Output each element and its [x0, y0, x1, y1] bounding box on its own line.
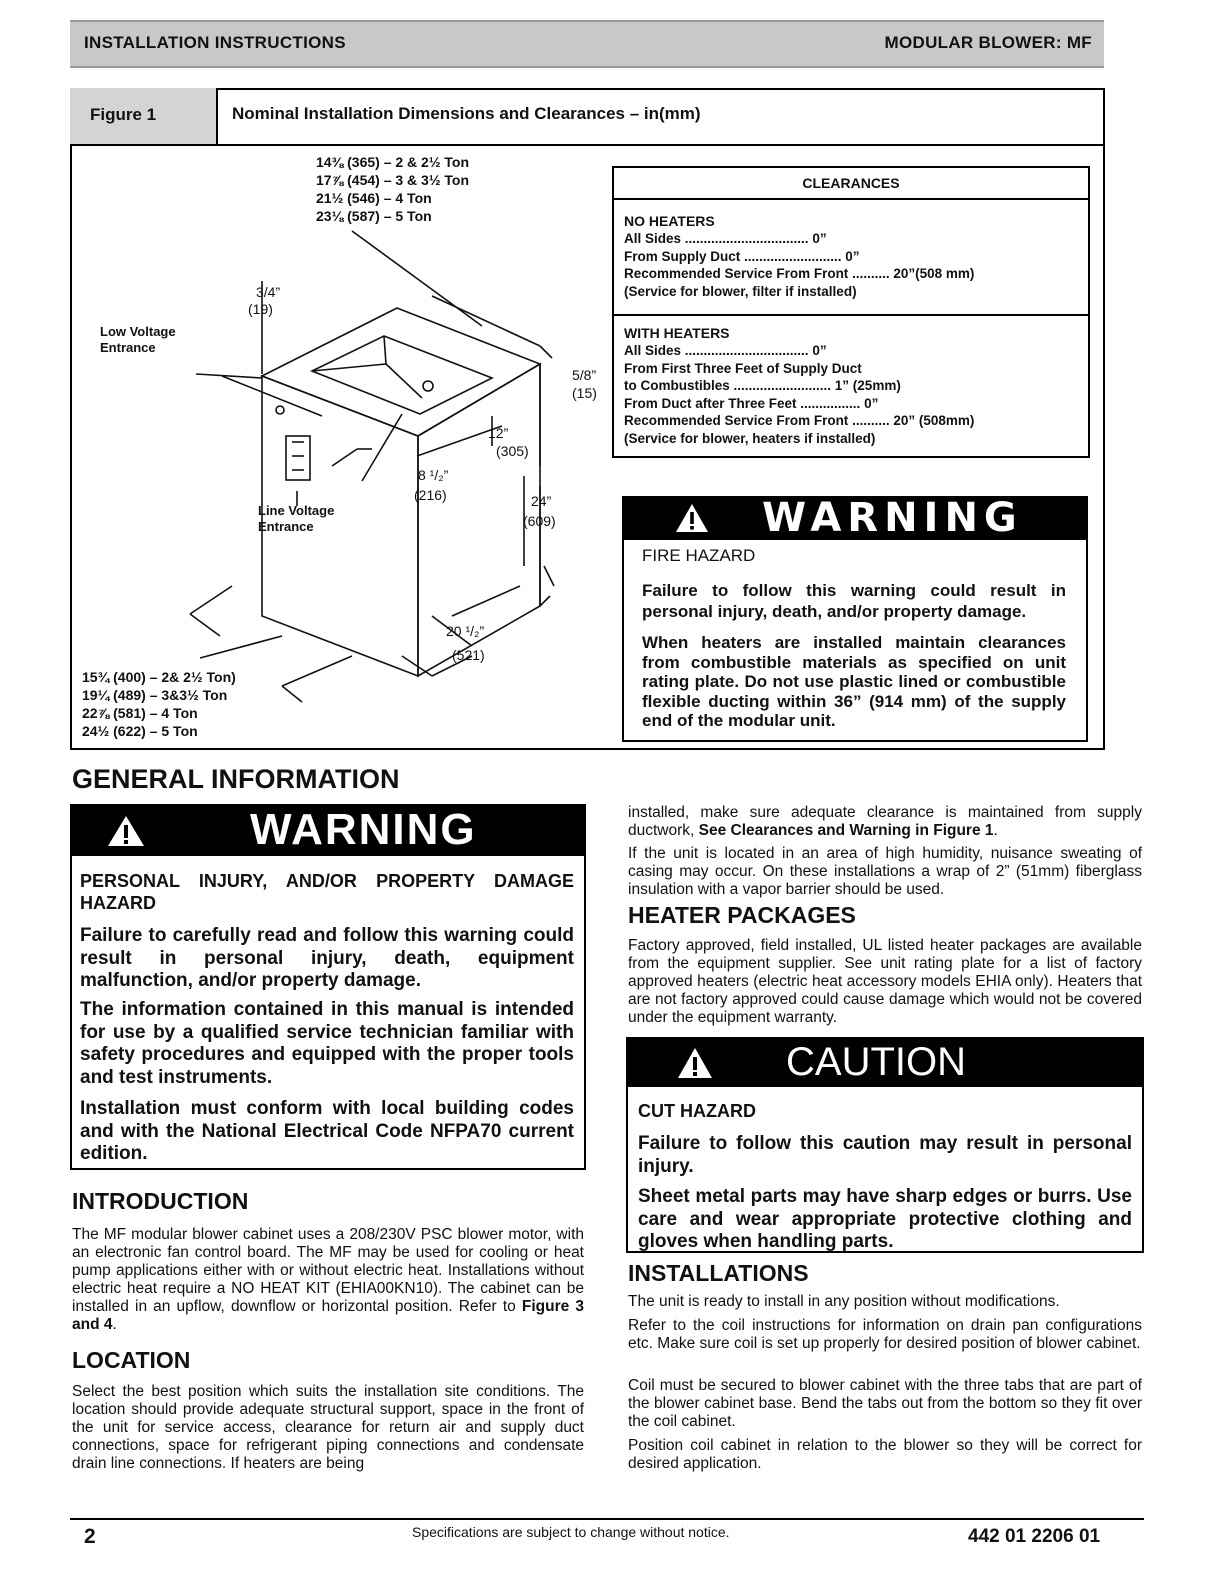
location-continued-text — [628, 804, 1142, 840]
row-value: 20”(508 mm) — [889, 266, 975, 281]
row-dots: ................................. — [681, 231, 809, 246]
general-warning-p2: The information contained in this manual is intended for use by a qualified service technician familiar with safety procedures and equipped with the proper tools and test instruments. — [80, 999, 574, 1088]
location-heading: LOCATION — [72, 1347, 191, 1373]
with-heaters-row-first-three-feet: From First Three Feet of Supply Duct — [624, 361, 862, 376]
row-label: From Supply Duct — [624, 249, 741, 264]
installations-p1: The unit is ready to install in any position without modifications. — [628, 1293, 1060, 1310]
warning-triangle-icon — [674, 502, 710, 534]
fire-warning-p2: When heaters are installed maintain clearances from combustible materials as specified on unit rating plate. Do not use plastic lined or combustible flexible ducting within 36” (914 mm) of the supply end of the modular unit. — [642, 633, 1066, 730]
warning-triangle-icon — [106, 814, 146, 848]
general-hazard-label: PERSONAL INJURY, AND/OR PROPERTY DAMAGE HAZARD — [80, 871, 574, 913]
dim-5-8: 5/8” — [572, 367, 597, 383]
dim-8-half: 8 ¹/₂” — [418, 467, 449, 483]
caution-title: CAUTION — [786, 1040, 966, 1084]
introduction-heading: INTRODUCTION — [72, 1188, 249, 1214]
line-voltage-line1: Line Voltage — [258, 503, 335, 518]
introduction-figure-ref: Figure 3 and 4 — [72, 1298, 584, 1333]
row-value: 0” — [808, 343, 827, 358]
fire-hazard-label: FIRE HAZARD — [642, 546, 756, 565]
blower-cabinet-drawing — [72, 146, 612, 744]
row-value: 0” — [841, 249, 860, 264]
heater-packages-text: Factory approved, field installed, UL listed heater packages are available from the equipment supplier. See unit rating plate for a list of factory approved heaters (electric heat accessory models EHIA only). Heaters that are not factory approved could cause damage which would not be covered under the equipment warranty. — [628, 937, 1142, 1026]
introduction-end: . — [112, 1316, 117, 1333]
installations-heading: INSTALLATIONS — [628, 1260, 809, 1286]
cabinet-top-opening — [312, 336, 492, 414]
row-dots: .......................... — [729, 378, 832, 393]
figure-label: Figure 1 — [90, 105, 157, 124]
fire-warning-title: WARNING — [762, 495, 1023, 541]
footer-rule — [70, 1518, 1144, 1520]
row-value: 20” (508mm) — [889, 413, 975, 428]
header-left-title: INSTALLATION INSTRUCTIONS — [84, 33, 346, 52]
no-heaters-note: (Service for blower, filter if installed) — [624, 284, 857, 299]
general-warning-title: WARNING — [250, 805, 477, 854]
heater-packages-heading: HEATER PACKAGES — [628, 902, 856, 928]
with-heaters-note: (Service for blower, heaters if installed) — [624, 431, 876, 446]
with-heaters-heading: WITH HEATERS — [624, 325, 730, 341]
width-dim-2ton: 14⅜ (365) – 2 & 2½ Ton — [316, 154, 470, 170]
general-warning-banner — [70, 804, 584, 856]
row-dots: ................ — [796, 396, 861, 411]
general-information-heading: GENERAL INFORMATION — [72, 764, 400, 794]
with-heaters-row-service-front — [624, 412, 1079, 430]
introduction-body: The MF modular blower cabinet uses a 208/230V PSC blower motor, with an electronic fan control board. The MF may be used for cooling or heat pump applications either with or without electric heat. Installations without electric heat require a NO HEAT KIT (EHIA00KN10). The cabinet can be installed in an upflow, downflow or horizontal position. Refer to — [72, 1226, 584, 1315]
row-label: From Duct after Three Feet — [624, 396, 797, 411]
depth-dim-5ton: 24½ (622) – 5 Ton — [82, 723, 198, 739]
row-label: to Combustibles — [624, 378, 730, 393]
location-cont-end: . — [993, 822, 998, 839]
clearances-divider — [614, 314, 1088, 316]
row-dots: .......... — [848, 266, 890, 281]
cut-hazard-label: CUT HAZARD — [638, 1101, 756, 1121]
installations-p2: Refer to the coil instructions for information on drain pan configurations etc. Make sure coil is set up properly for desired position of blower cabinet. — [628, 1317, 1142, 1352]
depth-dim-4ton: 22⅞ (581) – 4 Ton — [82, 705, 198, 721]
no-heaters-heading: NO HEATERS — [624, 213, 715, 229]
row-label: All Sides — [624, 231, 682, 246]
figure-label-box — [70, 88, 218, 146]
dim-3-4-mm: (19) — [248, 301, 273, 317]
installations-p4: Position coil cabinet in relation to the blower so they will be correct for desired application. — [628, 1437, 1142, 1472]
location-cont-body: installed, make sure adequate clearance is maintained from supply ductwork, — [628, 804, 1142, 839]
depth-dim-3ton: 19¼ (489) – 3&3½ Ton — [82, 687, 228, 703]
row-dots: ................................. — [681, 343, 809, 358]
line-voltage-label — [258, 503, 334, 535]
caution-p1: Failure to follow this caution may result in personal injury. — [638, 1133, 1132, 1177]
clearances-table — [612, 166, 1090, 458]
depth-dim-2ton: 15¾ (400) – 2& 2½ Ton) — [82, 669, 236, 685]
dim-5-8-mm: (15) — [572, 385, 597, 401]
dim-24: 24” — [531, 493, 552, 509]
general-warning-p3: Installation must conform with local building codes and with the National Electrical Code NFPA70 current edition. — [80, 1098, 574, 1164]
low-voltage-line2: Entrance — [100, 340, 156, 355]
dim-20-half-mm: (521) — [452, 647, 485, 663]
document-number: 442 01 2206 01 — [968, 1526, 1101, 1547]
row-label: Recommended Service From Front — [624, 266, 849, 281]
width-dim-4ton: 21½ (546) – 4 Ton — [316, 190, 432, 206]
caution-banner — [626, 1037, 1142, 1087]
row-label: Recommended Service From Front — [624, 413, 849, 428]
caution-triangle-icon — [676, 1046, 714, 1080]
location-text: Select the best position which suits the installation site conditions. The location should provide adequate structural support, space in the front of the unit for service access, clearance for return air and supply duct connections, space for refrigerant piping connections and condensate drain line connections. If heaters are being — [72, 1383, 584, 1472]
dim-8-half-mm: (216) — [414, 487, 447, 503]
dim-3-4: 3/4” — [256, 284, 281, 300]
row-value: 1” (25mm) — [831, 378, 901, 393]
header-right-title: MODULAR BLOWER: MF — [884, 33, 1092, 52]
with-heaters-row-all-sides — [624, 342, 1079, 360]
no-heaters-row-service-front — [624, 265, 1079, 283]
footer-note: Specifications are subject to change without notice. — [412, 1524, 730, 1540]
clearances-title: CLEARANCES — [614, 168, 1088, 200]
dim-20-half: 20 ¹/₂” — [446, 623, 485, 639]
row-value: 0” — [860, 396, 879, 411]
with-heaters-row-after-three-feet — [624, 395, 1079, 413]
row-value: 0” — [808, 231, 827, 246]
humidity-text: If the unit is located in an area of high humidity, nuisance sweating of casing may occur. On these installations a wrap of 2” (51mm) fiberglass insulation with a vapor barrier should be used. — [628, 845, 1142, 898]
fire-warning-p1: Failure to follow this warning could result in personal injury, death, and/or property damage. — [642, 581, 1066, 621]
no-heaters-row-all-sides — [624, 230, 1079, 248]
location-cont-ref: See Clearances and Warning in Figure 1 — [698, 822, 994, 839]
width-dim-5ton: 23⅛ (587) – 5 Ton — [316, 208, 432, 224]
header-banner — [70, 20, 1104, 68]
depth-dimensions — [82, 668, 236, 740]
figure-title: Nominal Installation Dimensions and Clearances – in(mm) — [232, 104, 701, 123]
row-dots: .......... — [848, 413, 890, 428]
page-number: 2 — [84, 1525, 96, 1548]
dim-24-mm: (609) — [523, 513, 556, 529]
width-dim-3ton: 17⅞ (454) – 3 & 3½ Ton — [316, 172, 470, 188]
caution-p2: Sheet metal parts may have sharp edges or burrs. Use care and wear appropriate protective clothing and gloves when handling parts. — [638, 1186, 1132, 1252]
row-label: All Sides — [624, 343, 682, 358]
dim-12-mm: (305) — [496, 443, 529, 459]
no-heaters-row-supply-duct — [624, 248, 1079, 266]
dim-12: 12” — [488, 425, 509, 441]
general-warning-p1: Failure to carefully read and follow this warning could result in personal injury, death, equipment malfunction, and/or property damage. — [80, 925, 574, 991]
fire-warning-banner — [622, 496, 1086, 540]
installations-p3: Coil must be secured to blower cabinet with the three tabs that are part of the blower cabinet base. Bend the tabs out from the bottom so they fit over the coil cabinet. — [628, 1377, 1142, 1430]
with-heaters-row-combustibles — [624, 377, 1079, 395]
row-dots: .......................... — [740, 249, 842, 264]
low-voltage-line1: Low Voltage — [100, 324, 176, 339]
width-dimensions — [316, 153, 469, 225]
line-voltage-line2: Entrance — [258, 519, 314, 534]
introduction-text — [72, 1226, 584, 1334]
low-voltage-label — [100, 324, 176, 356]
